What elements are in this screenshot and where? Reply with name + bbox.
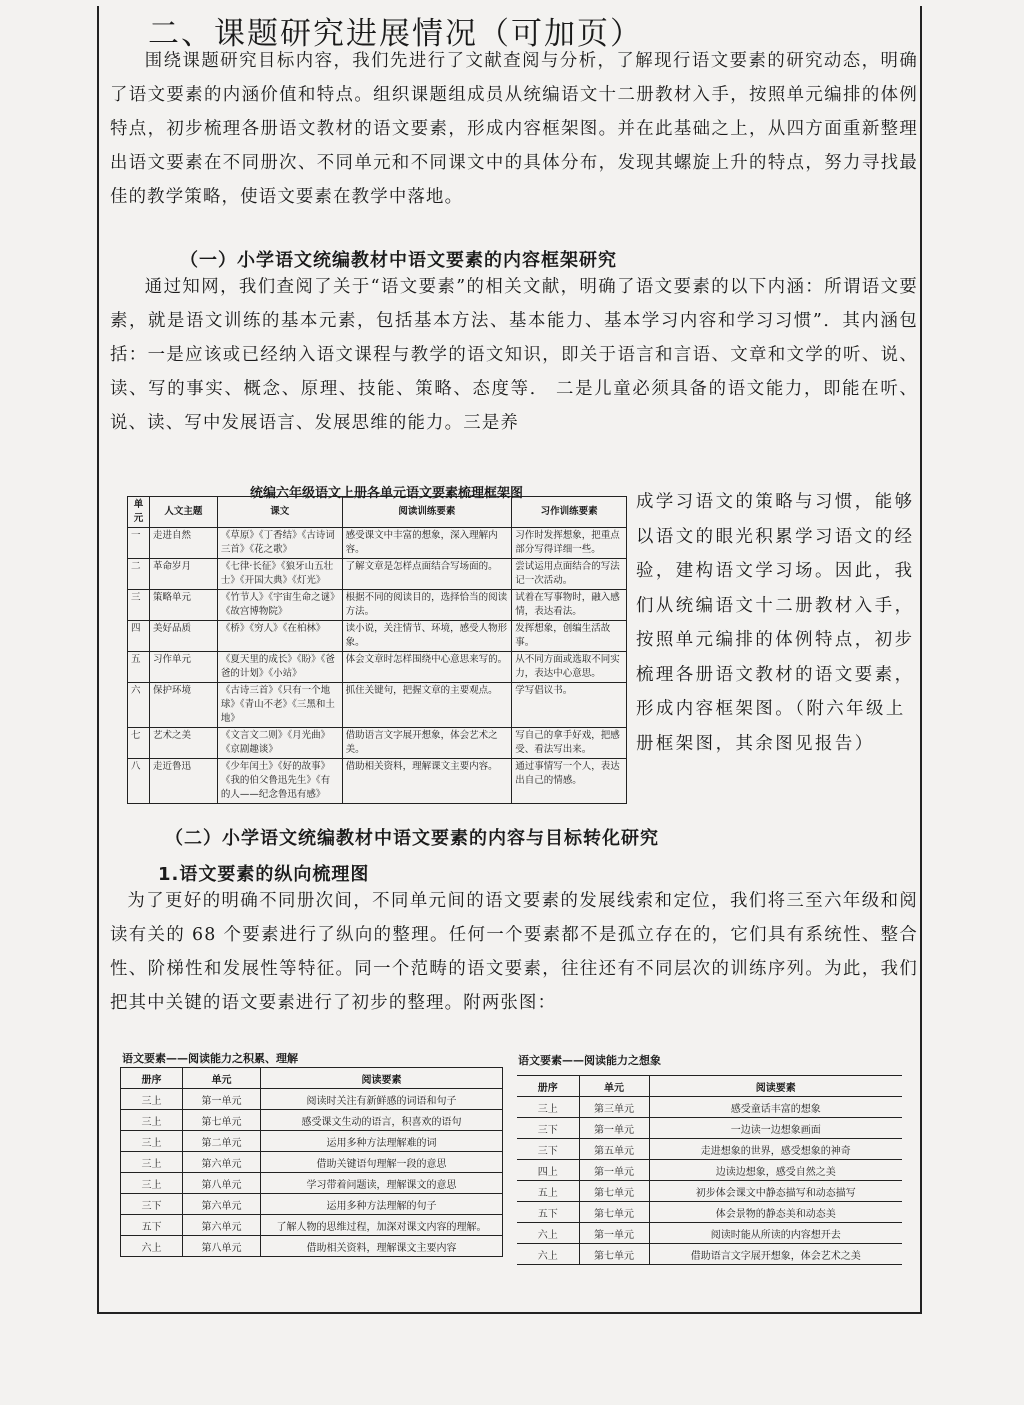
section1-side-text: 成学习语文的策略与习惯，能够以语文的眼光积累学习语文的经验，建构语文学习场。因此，我们从统编语文十二册教材入手，按照单元编排的体例特点，初步梳理各册语文教材的语文要素，形成内容框架图。（附六年级上册框架图，其余图见报告） bbox=[636, 492, 915, 754]
section2-body: 为了更好的明确不同册次间，不同单元间的语文要素的发展线索和定位，我们将三至六年级和阅读有关的 68 个要素进行了纵向的整理。任何一个要素都不是孤立存在的，它们具有系统性、整合性、阶梯性和发展性等特征。同一个范畴的语文要素，往往还有不同层次的训练序列。为此，我们把其中关键的语文要素进行了初步的整理。附两张图： bbox=[110, 891, 918, 1013]
table-row bbox=[121, 1089, 503, 1110]
table-cell: 发挥想象，创编生活故事。 bbox=[512, 621, 627, 652]
table-header-row bbox=[517, 1076, 902, 1097]
table-cell: 尝试运用点面结合的写法记一次活动。 bbox=[512, 559, 627, 590]
table-row bbox=[517, 1160, 902, 1181]
table-cell: 感受课文中丰富的想象，深入理解内容。 bbox=[342, 528, 512, 559]
section1-title: （一）小学语文统编教材中语文要素的内容框架研究 bbox=[180, 250, 617, 271]
table-cell: 抓住关键句，把握文章的主要观点。 bbox=[342, 683, 512, 728]
table-cell: 《夏天里的成长》《盼》《爸爸的计划》《小站》 bbox=[217, 652, 342, 683]
table-cell: 根据不同的阅读目的，选择恰当的阅读方法。 bbox=[342, 590, 512, 621]
table-cell: 第一单元 bbox=[579, 1118, 649, 1139]
table-row bbox=[128, 652, 627, 683]
table-cell: 第一单元 bbox=[579, 1160, 649, 1181]
table-row bbox=[121, 1173, 503, 1194]
table-cell: 第一单元 bbox=[183, 1089, 261, 1110]
table-cell: 第一单元 bbox=[579, 1223, 649, 1244]
accumulation-table bbox=[120, 1067, 503, 1257]
section1-body: 通过知网，我们查阅了关于“语文要素”的相关文献，明确了语文要素的以下内涵：所谓语文要素，就是语文训练的基本元素，包括基本方法、基本能力、基本学习内容和学习习惯”．其内涵包括：一是应该或已经纳入语文课程与教学的语文知识，即关于语言和言语、文章和文学的听、说、读、写的事实、概念、原理、技能、策略、态度等． 二是儿童必须具备的语文能力，即能在听、说、读、写中发展语言、发展思维的能力。三是养 bbox=[110, 277, 918, 433]
table-cell: 运用多种方法理解的句子 bbox=[261, 1194, 503, 1215]
table-cell: 五上 bbox=[517, 1181, 579, 1202]
table-row bbox=[121, 1236, 503, 1257]
table-row bbox=[121, 1215, 503, 1236]
table-cell: 走进自然 bbox=[149, 528, 217, 559]
table-cell: 借助相关资料，理解课文主要内容 bbox=[261, 1236, 503, 1257]
table-cell: 五 bbox=[128, 652, 150, 683]
table-cell: 三上 bbox=[121, 1110, 183, 1131]
table-cell: 三下 bbox=[517, 1118, 579, 1139]
table-row bbox=[128, 621, 627, 652]
table-cell: 六 bbox=[128, 683, 150, 728]
table-cell: 三下 bbox=[121, 1194, 183, 1215]
table-cell: 三上 bbox=[517, 1097, 579, 1118]
table-cell: 一 bbox=[128, 528, 150, 559]
table-cell: 写自己的拿手好戏，把感受、看法写出来。 bbox=[512, 728, 627, 759]
table-cell: 《七律·长征》《狼牙山五壮士》《开国大典》《灯光》 bbox=[217, 559, 342, 590]
unit-framework-table bbox=[127, 496, 627, 804]
table-row bbox=[517, 1139, 902, 1160]
header-cell: 阅读要素 bbox=[649, 1076, 902, 1097]
table-cell: 走近鲁迅 bbox=[149, 759, 217, 804]
table-row bbox=[121, 1110, 503, 1131]
table-header-row bbox=[121, 1068, 503, 1089]
header-cell: 课文 bbox=[217, 497, 342, 528]
table-row bbox=[517, 1181, 902, 1202]
table-cell: 保护环境 bbox=[149, 683, 217, 728]
table-cell: 第八单元 bbox=[183, 1173, 261, 1194]
table-cell: 借助相关资料，理解课文主要内容。 bbox=[342, 759, 512, 804]
table-row bbox=[517, 1097, 902, 1118]
table-cell: 革命岁月 bbox=[149, 559, 217, 590]
header-cell: 习作训练要素 bbox=[512, 497, 627, 528]
table-cell: 《少年闰土》《好的故事》《我的伯父鲁迅先生》《有的人——纪念鲁迅有感》 bbox=[217, 759, 342, 804]
table-cell: 四 bbox=[128, 621, 150, 652]
table-cell: 阅读时关注有新鲜感的词语和句子 bbox=[261, 1089, 503, 1110]
table-row bbox=[121, 1194, 503, 1215]
table-cell: 三上 bbox=[121, 1131, 183, 1152]
table-cell: 体会景物的静态美和动态美 bbox=[649, 1202, 902, 1223]
header-cell: 阅读训练要素 bbox=[342, 497, 512, 528]
header-cell: 册序 bbox=[517, 1076, 579, 1097]
header-cell: 单元 bbox=[579, 1076, 649, 1097]
table1-title: 统编六年级语文上册各单元语文要素梳理框架图 bbox=[250, 486, 524, 501]
table-cell: 第五单元 bbox=[579, 1139, 649, 1160]
header-cell: 阅读要素 bbox=[261, 1068, 503, 1089]
table-cell: 从不同方面或选取不同实力，表达中心意思。 bbox=[512, 652, 627, 683]
table-cell: 第三单元 bbox=[579, 1097, 649, 1118]
table-cell: 六上 bbox=[121, 1236, 183, 1257]
table-cell: 运用多种方法理解难的词 bbox=[261, 1131, 503, 1152]
table-cell: 三上 bbox=[121, 1152, 183, 1173]
table-row bbox=[121, 1152, 503, 1173]
table-header-row bbox=[128, 497, 627, 528]
table-cell: 试着在写事物时，融入感情，表达看法。 bbox=[512, 590, 627, 621]
table-cell: 第七单元 bbox=[579, 1181, 649, 1202]
table-row bbox=[128, 759, 627, 804]
header-cell: 册序 bbox=[121, 1068, 183, 1089]
table-cell: 四上 bbox=[517, 1160, 579, 1181]
table-cell: 了解人物的思维过程，加深对课文内容的理解。 bbox=[261, 1215, 503, 1236]
table-cell: 第六单元 bbox=[183, 1194, 261, 1215]
table-cell: 走进想象的世界，感受想象的神奇 bbox=[649, 1139, 902, 1160]
table-cell: 《桥》《穷人》《在柏林》 bbox=[217, 621, 342, 652]
imagination-table bbox=[517, 1075, 902, 1265]
table-cell: 策略单元 bbox=[149, 590, 217, 621]
table-cell: 借助语言文字展开想象，体会艺术之美 bbox=[649, 1244, 902, 1265]
table-cell: 三上 bbox=[121, 1089, 183, 1110]
table-cell: 学写倡议书。 bbox=[512, 683, 627, 728]
header-cell: 单元 bbox=[183, 1068, 261, 1089]
header-cell: 人文主题 bbox=[149, 497, 217, 528]
table-cell: 第六单元 bbox=[183, 1215, 261, 1236]
table-cell: 学习带着问题读，理解课文的意思 bbox=[261, 1173, 503, 1194]
table-cell: 六上 bbox=[517, 1223, 579, 1244]
table-cell: 通过事情写一个人，表达出自己的情感。 bbox=[512, 759, 627, 804]
table-cell: 第七单元 bbox=[579, 1202, 649, 1223]
intro-paragraph: 围绕课题研究目标内容，我们先进行了文献查阅与分析，了解现行语文要素的研究动态，明确了语文要素的内涵价值和特点。组织课题组成员从统编语文十二册教材入手，按照单元编排的体例特点，初步梳理各册语文教材的语文要素，形成内容框架图。并在此基础之上，从四方面重新整理出语文要素在不同册次、不同单元和不同课文中的具体分布，发现其螺旋上升的特点，努力寻找最佳的教学策略，使语文要素在教学中落地。 bbox=[110, 51, 918, 207]
table-row bbox=[128, 590, 627, 621]
page-title: 二、课题研究进展情况（可加页） bbox=[148, 16, 643, 52]
table-cell: 美好品质 bbox=[149, 621, 217, 652]
table3-title: 语文要素——阅读能力之想象 bbox=[518, 1054, 661, 1067]
table-cell: 体会文章时怎样围绕中心意思来写的。 bbox=[342, 652, 512, 683]
header-cell: 单元 bbox=[128, 497, 150, 528]
table-row bbox=[128, 559, 627, 590]
table2-title: 语文要素——阅读能力之积累、理解 bbox=[122, 1052, 298, 1065]
table-cell: 二 bbox=[128, 559, 150, 590]
table-cell: 七 bbox=[128, 728, 150, 759]
table-cell: 感受童话丰富的想象 bbox=[649, 1097, 902, 1118]
table-cell: 借助关键语句理解一段的意思 bbox=[261, 1152, 503, 1173]
section2-subtitle: 1.语文要素的纵向梳理图 bbox=[158, 864, 370, 885]
table-cell: 边读边想象，感受自然之美 bbox=[649, 1160, 902, 1181]
table-row bbox=[121, 1131, 503, 1152]
table-cell: 读小说，关注情节、环境，感受人物形象。 bbox=[342, 621, 512, 652]
table-cell: 八 bbox=[128, 759, 150, 804]
table-cell: 《文言文二则》《月光曲》《京剧趣谈》 bbox=[217, 728, 342, 759]
table-cell: 三 bbox=[128, 590, 150, 621]
table-cell: 三上 bbox=[121, 1173, 183, 1194]
table-cell: 一边读一边想象画面 bbox=[649, 1118, 902, 1139]
table-row bbox=[517, 1223, 902, 1244]
table-cell: 习作单元 bbox=[149, 652, 217, 683]
table-cell: 感受课文生动的语言，积喜欢的语句 bbox=[261, 1110, 503, 1131]
table-row bbox=[517, 1118, 902, 1139]
table-row bbox=[128, 683, 627, 728]
section2-title: （二）小学语文统编教材中语文要素的内容与目标转化研究 bbox=[165, 828, 659, 849]
table-cell: 《草原》《丁香结》《古诗词三首》《花之歌》 bbox=[217, 528, 342, 559]
table-cell: 艺术之美 bbox=[149, 728, 217, 759]
table-cell: 初步体会课文中静态描写和动态描写 bbox=[649, 1181, 902, 1202]
table-cell: 第七单元 bbox=[183, 1110, 261, 1131]
table-cell: 习作时发挥想象，把重点部分写得详细一些。 bbox=[512, 528, 627, 559]
table-cell: 三下 bbox=[517, 1139, 579, 1160]
table-cell: 五下 bbox=[121, 1215, 183, 1236]
table-cell: 第七单元 bbox=[579, 1244, 649, 1265]
table-cell: 《竹节人》《宇宙生命之谜》《故宫博物院》 bbox=[217, 590, 342, 621]
table-row bbox=[128, 528, 627, 559]
table-cell: 第六单元 bbox=[183, 1152, 261, 1173]
table-cell: 阅读时能从所读的内容想开去 bbox=[649, 1223, 902, 1244]
table-row bbox=[128, 728, 627, 759]
table-cell: 了解文章是怎样点面结合写场面的。 bbox=[342, 559, 512, 590]
table-row bbox=[517, 1244, 902, 1265]
table-cell: 六上 bbox=[517, 1244, 579, 1265]
table-cell: 第二单元 bbox=[183, 1131, 261, 1152]
table-cell: 《古诗三首》《只有一个地球》《青山不老》《三黑和土地》 bbox=[217, 683, 342, 728]
table-row bbox=[517, 1202, 902, 1223]
table-cell: 借助语言文字展开想象，体会艺术之美。 bbox=[342, 728, 512, 759]
table-cell: 第八单元 bbox=[183, 1236, 261, 1257]
table-cell: 五下 bbox=[517, 1202, 579, 1223]
